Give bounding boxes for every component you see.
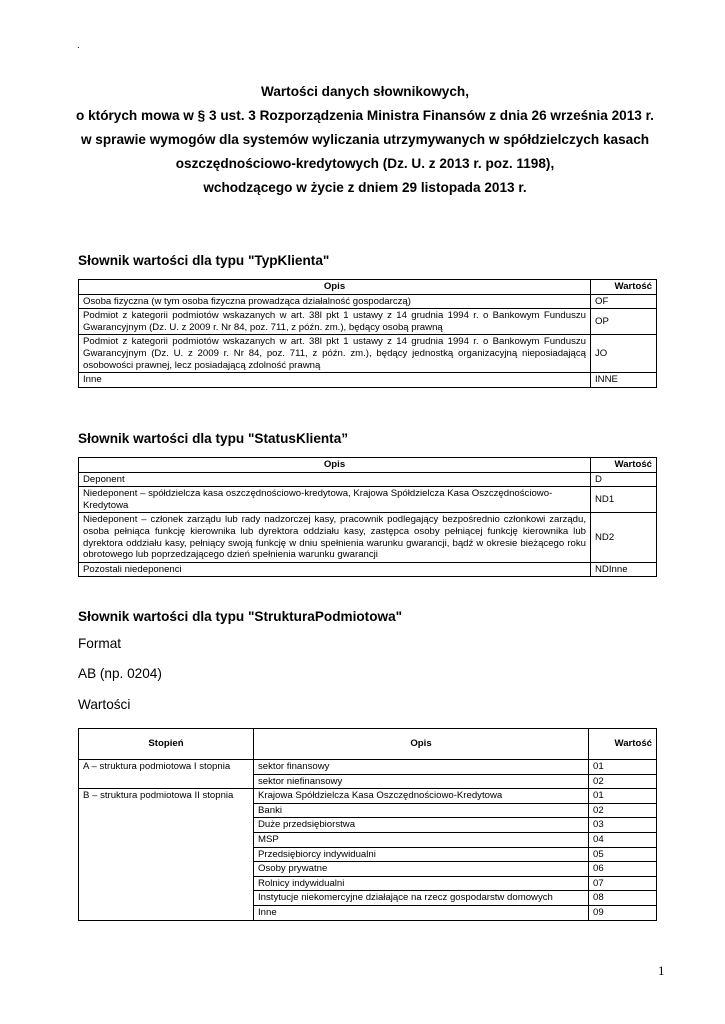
table-row [79,294,657,309]
cell-wartosc: ND2 [591,513,657,562]
format-label: Format [78,636,122,651]
cell-wartosc: 03 [589,818,657,833]
title-line: wchodzącego w życie z dniem 29 listopada 2013 r. [203,180,527,195]
cell-wartosc: 09 [589,905,657,920]
table-header-row [79,280,657,295]
page-number: 1 [658,963,665,978]
column-header-opis: Opis [254,729,589,760]
cell-wartosc: 02 [589,803,657,818]
cell-opis: sektor finansowy [254,760,589,775]
table-row [79,309,657,335]
table-row [79,487,657,513]
document-title [60,80,670,200]
cell-wartosc: 05 [589,847,657,862]
cell-wartosc: 08 [589,891,657,906]
column-header-wartosc: Wartość [591,280,657,295]
title-line: Wartości danych słownikowych, [261,84,469,99]
typklienta-heading: Słownik wartości dla typu "TypKlienta" [78,253,330,268]
column-header-stopien: Stopień [79,729,254,760]
cell-wartosc: OF [591,294,657,309]
title-line: o których mowa w § 3 ust. 3 Rozporządzenia Ministra Finansów z dnia 26 września 2013 r. [76,108,654,123]
title-line: oszczędnościowo-kredytowych (Dz. U. z 2013 r. poz. 1198), [175,156,555,171]
column-header-opis: Opis [79,280,591,295]
cell-wartosc: 06 [589,862,657,877]
cell-opis: Niedeponent – członek zarządu lub rady nadzorczej kasy, pracownik podlegający bezpośrednio członkowi zarządu, osoba pełniąca funkcję kierownika lub dyrektora oddziału kasy, zastępca osoby pełniącej funkcję kierownika lub dyrektora oddziału kasy, pełniący swoją funkcję w dniu spełnienia warunku gwarancji, bądź w okresie bieżącego roku obrotowego lub poprzedzającego dzień spełnienia warunku gwarancji [79,513,591,562]
strukturapodmiotowa-table [78,728,657,921]
cell-wartosc: INNE [591,373,657,388]
cell-opis: sektor niefinansowy [254,774,589,789]
cell-stopien: A – struktura podmiotowa I stopnia [79,760,254,789]
title-line: w sprawie wymogów dla systemów wyliczania utrzymywanych w spółdzielczych kasach [80,132,650,147]
table-row [79,789,657,804]
table-header-row [79,458,657,473]
statusklienta-heading: Słownik wartości dla typu "StatusKlienta” [78,431,349,446]
column-header-wartosc: Wartość [589,729,657,760]
table-row [79,513,657,562]
cell-wartosc: 01 [589,789,657,804]
cell-opis: Podmiot z kategorii podmiotów wskazanych w art. 38l pkt 1 ustawy z 14 grudnia 1994 r. o Bankowym Funduszu Gwarancyjnym (Dz. U. z 2009 r. Nr 84, poz. 711, z późn. zm.), będący osobą prawną [79,309,591,335]
table-row [79,335,657,373]
table-row [79,373,657,388]
strukturapodmiotowa-heading: Słownik wartości dla typu "StrukturaPodmiotowa" [78,609,403,624]
cell-wartosc: 02 [589,774,657,789]
table-header-row [79,729,657,760]
page-mark: . [77,40,80,51]
values-label: Wartości [78,697,131,712]
cell-opis: Inne [79,373,591,388]
cell-opis: Podmiot z kategorii podmiotów wskazanych w art. 38l pkt 1 ustawy z 14 grudnia 1994 r. o Bankowym Funduszu Gwarancyjnym (Dz. U. z 2009 r. Nr 84, poz. 711, z późn. zm.), będący jednostką organizacyjną nieposiadającą osobowości prawnej, lecz posiadającą zdolność prawną [79,335,591,373]
cell-opis: Osoba fizyczna (w tym osoba fizyczna prowadząca działalność gospodarczą) [79,294,591,309]
cell-opis: Przedsiębiorcy indywidualni [254,847,589,862]
cell-wartosc: 07 [589,876,657,891]
cell-opis: Niedeponent – spółdzielcza kasa oszczędnościowo-kredytowa, Krajowa Spółdzielcza Kasa Oszczędnościowo-Kredytowa [79,487,591,513]
cell-wartosc: 04 [589,832,657,847]
cell-wartosc: ND1 [591,487,657,513]
statusklienta-table [78,457,657,577]
cell-opis: Pozostali niedeponenci [79,562,591,577]
cell-wartosc: D [591,472,657,487]
cell-opis: Deponent [79,472,591,487]
cell-wartosc: NDInne [591,562,657,577]
cell-opis: Rolnicy indywidualni [254,876,589,891]
column-header-wartosc: Wartość [591,458,657,473]
cell-opis: Osoby prywatne [254,862,589,877]
cell-opis: Inne [254,905,589,920]
cell-opis: Duże przedsiębiorstwa [254,818,589,833]
table-row [79,760,657,775]
cell-opis: MSP [254,832,589,847]
table-row [79,472,657,487]
cell-wartosc: 01 [589,760,657,775]
format-value: AB (np. 0204) [78,666,162,681]
table-row [79,562,657,577]
cell-stopien: B – struktura podmiotowa II stopnia [79,789,254,920]
cell-opis: Krajowa Spółdzielcza Kasa Oszczędnościowo-Kredytowa [254,789,589,804]
cell-opis: Banki [254,803,589,818]
column-header-opis: Opis [79,458,591,473]
cell-wartosc: JO [591,335,657,373]
cell-wartosc: OP [591,309,657,335]
cell-opis: Instytucje niekomercyjne działające na rzecz gospodarstw domowych [254,891,589,906]
typklienta-table [78,279,657,388]
